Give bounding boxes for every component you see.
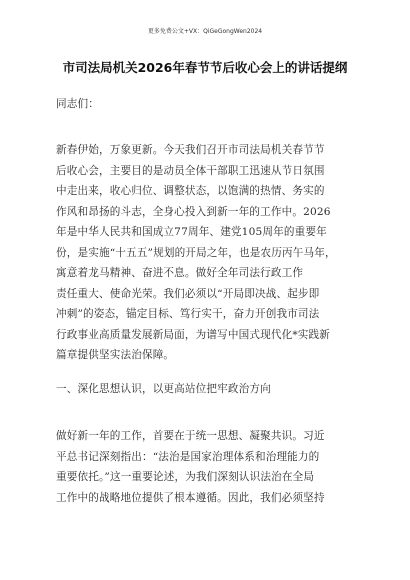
- section-heading-1: 一、深化思想认识，以更高站位把牢政治方向: [56, 383, 271, 395]
- salutation: 同志们：: [56, 98, 99, 110]
- paragraph-line: 做好新一年的工作，首要在于统一思想、凝聚共识。习近: [56, 430, 325, 442]
- header-note: 更多免费公文+VX：QiGeGongWen2024: [147, 28, 263, 35]
- paragraph-line: 后收心会，主要目的是动员全体干部职工迅速从节日氛围: [56, 164, 325, 177]
- paragraph-line: 作风和昂扬的斗志，全身心投入到新一年的工作中。2026: [56, 205, 331, 218]
- paragraph-line: 工作中的战略地位提供了根本遵循。因此，我们必须坚持: [56, 491, 325, 504]
- paragraph-line: 行政事业高质量发展新局面，为谱写中国式现代化*实践新: [56, 328, 331, 341]
- paragraph-line: 篇章提供坚实法治保障。: [56, 349, 175, 361]
- paragraph-line: 新春伊始，万象更新。今天我们召开市司法局机关春节节: [56, 144, 325, 156]
- paragraph-line: 份，是实施“十五五”规划的开局之年，也是农历丙午马年，: [56, 246, 336, 259]
- paragraph-line: 冲刺”的姿态，锚定目标、笃行实干，奋力开创我市司法: [56, 308, 320, 320]
- paragraph-line: 重要依托。”这一重要论述，为我们深刻认识法治在全局: [56, 471, 315, 483]
- paragraph-line: 中走出来，收心归位、调整状态，以饱满的热情、务实的: [56, 185, 325, 197]
- paragraph-line: 平总书记深刻指出：“法治是国家治理体系和治理能力的: [56, 450, 320, 463]
- paragraph-line: 年是中华人民共和国成立77周年、建党105周年的重要年: [56, 226, 327, 238]
- paragraph-line: 寓意着龙马精神、奋进不息。做好全年司法行政工作: [56, 267, 304, 279]
- paragraph-line: 责任重大、使命光荣。我们必须以“开局即决战、起步即: [56, 287, 320, 300]
- page-title: 市司法局机关2026年春节节后收心会上的讲话提纲: [62, 60, 348, 75]
